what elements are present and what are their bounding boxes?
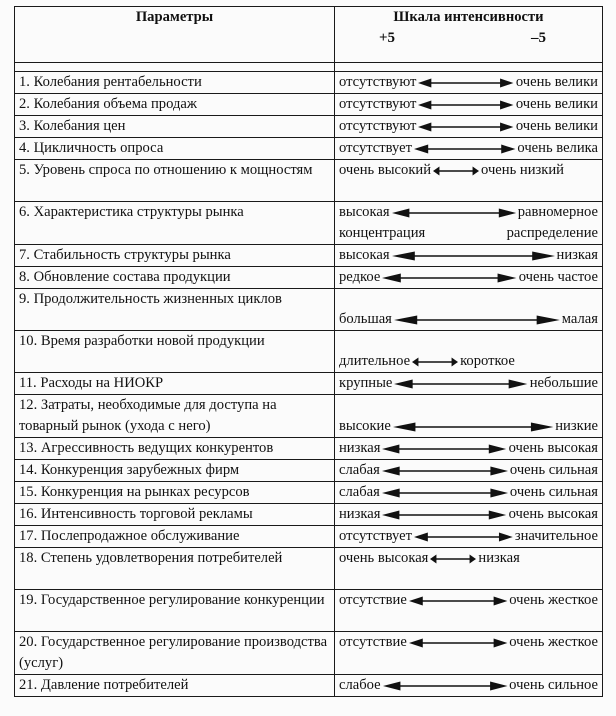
- scale-right-value: очень сильная: [509, 462, 598, 478]
- scale-title: Шкала интенсивности: [393, 9, 544, 25]
- table-row: [15, 675, 603, 697]
- scale-left-value: отсутствует: [339, 528, 413, 544]
- scale-left-value: отсутствует: [339, 140, 413, 156]
- double-arrow: [414, 144, 515, 154]
- double-arrow: [392, 208, 516, 218]
- double-arrow: [382, 466, 508, 476]
- table-row: [15, 160, 603, 202]
- double-arrow: [418, 100, 513, 110]
- scale-left-value: низкая: [339, 506, 381, 522]
- scale-cell: [335, 116, 603, 138]
- scale-cell: [335, 202, 603, 245]
- double-arrow-icon: [418, 78, 513, 88]
- scale-right-value: очень велики: [515, 96, 598, 112]
- scale-left-value: отсутствие: [339, 634, 407, 650]
- scale-right-value: равномерное: [517, 204, 598, 220]
- double-arrow: [393, 422, 553, 432]
- scale-left-value: слабая: [339, 484, 380, 500]
- parameter-cell: 3. Колебания цен: [15, 116, 335, 138]
- double-arrow: [418, 78, 513, 88]
- parameter-cell: 19. Государственное регулирование конкуренции: [15, 590, 335, 632]
- scale-cell: [335, 438, 603, 460]
- scale-cell: [335, 373, 603, 395]
- scale-right-value: очень сильное: [509, 677, 598, 693]
- scale-cell: [335, 526, 603, 548]
- table-row: [15, 116, 603, 138]
- double-arrow-icon: [382, 273, 516, 283]
- double-arrow: [383, 681, 508, 691]
- scale-left-value: редкое: [339, 269, 381, 285]
- table-row: [15, 267, 603, 289]
- table-row: [15, 482, 603, 504]
- scale-right-value: очень жесткое: [509, 634, 598, 650]
- scale-cell: [335, 632, 603, 675]
- parameter-cell: 15. Конкуренция на рынках ресурсов: [15, 482, 335, 504]
- scale-cell: [335, 590, 603, 632]
- table-row: [15, 373, 603, 395]
- header-scale: [335, 7, 603, 63]
- parameters-table: [14, 6, 603, 697]
- scale-left-value: крупные: [339, 375, 393, 391]
- scale-left-value: очень высокий: [339, 162, 432, 178]
- table-row: [15, 202, 603, 245]
- scale-left-value: отсутствие: [339, 592, 407, 608]
- parameter-cell: 11. Расходы на НИОКР: [15, 373, 335, 395]
- scale-cell: [335, 289, 603, 331]
- double-arrow-icon: [394, 379, 527, 389]
- double-arrow-icon: [414, 144, 515, 154]
- scale-right-value: значительное: [514, 528, 598, 544]
- header-row: [15, 7, 603, 63]
- double-arrow-icon: [382, 444, 506, 454]
- table-row: [15, 289, 603, 331]
- parameter-cell: 17. Послепродажное обслуживание: [15, 526, 335, 548]
- scale-right-value: очень велики: [515, 118, 598, 134]
- double-arrow: [409, 596, 507, 606]
- parameter-cell: 16. Интенсивность торговой рекламы: [15, 504, 335, 526]
- table-row: [15, 590, 603, 632]
- double-arrow: [382, 273, 516, 283]
- scale-cell: [335, 160, 603, 202]
- scale-right-value: низкие: [555, 418, 598, 434]
- double-arrow: [414, 532, 513, 542]
- double-arrow-icon: [383, 681, 508, 691]
- table-row: [15, 94, 603, 116]
- double-arrow-icon: [414, 532, 513, 542]
- parameter-cell: 13. Агрессивность ведущих конкурентов: [15, 438, 335, 460]
- table-row: [15, 438, 603, 460]
- table-row: [15, 504, 603, 526]
- scale-minus: –5: [531, 30, 546, 46]
- scale-right-value: очень жесткое: [509, 592, 598, 608]
- scale-cell: [335, 245, 603, 267]
- header-gap: [15, 63, 603, 72]
- parameter-cell: 2. Колебания объема продаж: [15, 94, 335, 116]
- scale-cell: [335, 331, 603, 373]
- table-row: [15, 460, 603, 482]
- double-arrow-icon: [430, 554, 476, 564]
- double-arrow-icon: [392, 208, 516, 218]
- double-arrow-icon: [409, 596, 507, 606]
- parameter-cell: 1. Колебания рентабельности: [15, 72, 335, 94]
- scale-left-value: низкая: [339, 440, 381, 456]
- table-row: [15, 138, 603, 160]
- scale-right-value: низкая: [556, 247, 598, 263]
- double-arrow-icon: [393, 422, 553, 432]
- scale-cell: [335, 267, 603, 289]
- double-arrow: [418, 122, 513, 132]
- scale-right-value: очень высокая: [508, 440, 598, 456]
- parameter-cell: 9. Продолжительность жизненных циклов: [15, 289, 335, 331]
- scale-left-value-line2: концентрация: [339, 225, 426, 241]
- double-arrow: [433, 166, 479, 176]
- scale-right-value: малая: [561, 311, 598, 327]
- double-arrow: [394, 315, 560, 325]
- scale-cell: [335, 482, 603, 504]
- scale-right-value: очень частое: [518, 269, 598, 285]
- scale-left-value: очень высокая: [339, 550, 429, 566]
- scale-cell: [335, 460, 603, 482]
- table-row: [15, 72, 603, 94]
- scale-cell: [335, 72, 603, 94]
- scale-right-value: небольшие: [529, 375, 598, 391]
- scale-plus: +5: [379, 30, 396, 46]
- double-arrow-icon: [382, 466, 508, 476]
- scale-left-value: отсутствуют: [339, 74, 417, 90]
- parameter-cell: 14. Конкуренция зарубежных фирм: [15, 460, 335, 482]
- parameter-cell: 10. Время разработки новой продукции: [15, 331, 335, 373]
- scale-right-value: очень велика: [517, 140, 598, 156]
- scale-right-value: очень сильная: [509, 484, 598, 500]
- parameter-cell: 18. Степень удовлетворения потребителей: [15, 548, 335, 590]
- scale-left-value: высокие: [339, 418, 391, 434]
- double-arrow-icon: [409, 638, 507, 648]
- parameter-cell: 4. Цикличность опроса: [15, 138, 335, 160]
- header-parameters: Параметры: [15, 7, 335, 63]
- table-row: [15, 526, 603, 548]
- scale-right-value: короткое: [460, 353, 515, 369]
- parameter-cell: 7. Стабильность структуры рынка: [15, 245, 335, 267]
- double-arrow-icon: [392, 251, 555, 261]
- scale-right-value: низкая: [478, 550, 520, 566]
- double-arrow: [412, 357, 458, 367]
- double-arrow: [392, 251, 555, 261]
- scale-left-value: большая: [339, 311, 392, 327]
- scale-left-value: слабое: [339, 677, 381, 693]
- double-arrow-icon: [433, 166, 479, 176]
- parameter-cell: 21. Давление потребителей: [15, 675, 335, 697]
- scale-cell: [335, 138, 603, 160]
- double-arrow: [409, 638, 507, 648]
- double-arrow-icon: [394, 315, 560, 325]
- scale-left-value: высокая: [339, 204, 390, 220]
- scale-cell: [335, 548, 603, 590]
- double-arrow: [394, 379, 527, 389]
- double-arrow: [382, 444, 506, 454]
- double-arrow-icon: [412, 357, 458, 367]
- double-arrow: [430, 554, 476, 564]
- scale-left-value: высокая: [339, 247, 390, 263]
- scale-cell: [335, 504, 603, 526]
- table-row: [15, 331, 603, 373]
- double-arrow: [382, 510, 506, 520]
- scale-left-value: отсутствуют: [339, 96, 417, 112]
- table-row: [15, 632, 603, 675]
- double-arrow: [382, 488, 508, 498]
- scale-left-value: слабая: [339, 462, 380, 478]
- scale-right-value: очень низкий: [481, 162, 564, 178]
- scale-left-value: длительное: [339, 353, 411, 369]
- table-row: [15, 245, 603, 267]
- scale-right-value: очень велики: [515, 74, 598, 90]
- table-row: [15, 548, 603, 590]
- scale-right-value: очень высокая: [508, 506, 598, 522]
- parameter-cell: 5. Уровень спроса по отношению к мощностям: [15, 160, 335, 202]
- scale-right-value-line2: распределение: [506, 225, 598, 241]
- scale-left-value: отсутствуют: [339, 118, 417, 134]
- double-arrow-icon: [382, 488, 508, 498]
- double-arrow-icon: [418, 100, 513, 110]
- double-arrow-icon: [382, 510, 506, 520]
- parameter-cell: 8. Обновление состава продукции: [15, 267, 335, 289]
- scale-cell: [335, 395, 603, 438]
- double-arrow-icon: [418, 122, 513, 132]
- scale-poles: [339, 28, 598, 49]
- parameter-cell: 20. Государственное регулирование производства (услуг): [15, 632, 335, 675]
- scale-cell: [335, 675, 603, 697]
- parameter-cell: 12. Затраты, необходимые для доступа на товарный рынок (ухода с него): [15, 395, 335, 438]
- table-row: [15, 395, 603, 438]
- parameters-body: [15, 72, 603, 697]
- scale-cell: [335, 94, 603, 116]
- parameter-cell: 6. Характеристика структуры рынка: [15, 202, 335, 245]
